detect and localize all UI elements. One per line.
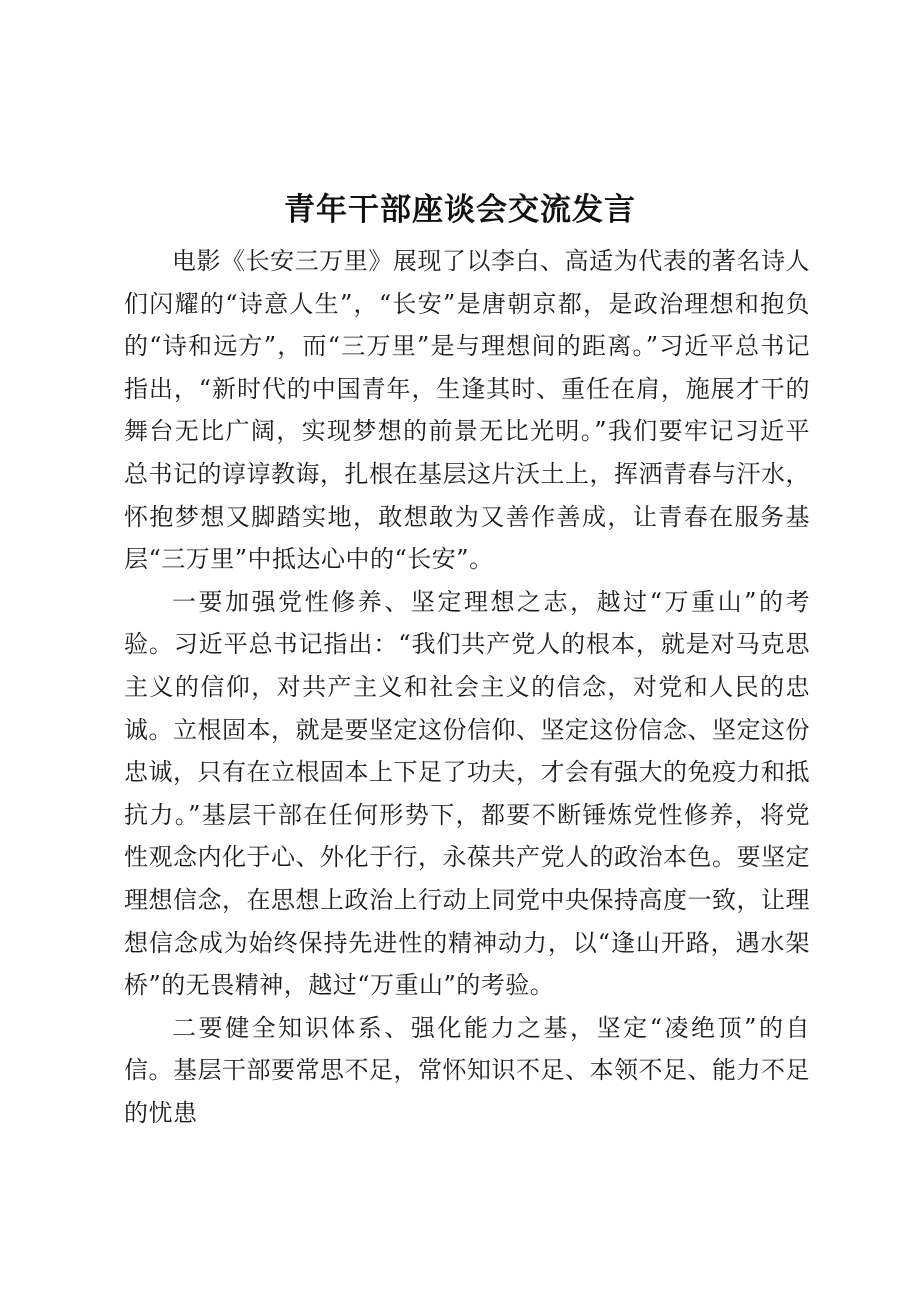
paragraph-point-one: 一要加强党性修养、坚定理想之志，越过“万重山”的考验。习近平总书记指出：“我们共产党人的根本，就是对马克思主义的信仰，对共产主义和社会主义的信念，对党和人民的忠诚。立根固本，就是要坚定这份信仰、坚定这份信念、坚定这份忠诚，只有在立根固本上下足了功夫，才会有强大的免疫力和抵抗力。”基层干部在任何形势下，都要不断锤炼党性修养，将党性观念内化于心、外化于行，永葆共产党人的政治本色。要坚定理想信念，在思想上政治上行动上同党中央保持高度一致，让理想信念成为始终保持先进性的精神动力，以“逢山开路，遇水架桥”的无畏精神，越过“万重山”的考验。	[124, 587, 810, 1000]
paragraph-point-two: 二要健全知识体系、强化能力之基，坚定“凌绝顶”的自信。基层干部要常思不足，常怀知识不足、本领不足、能力不足的忧患	[124, 1013, 810, 1127]
document-title: 青年干部座谈会交流发言	[284, 192, 636, 228]
paragraph-intro: 电影《长安三万里》展现了以李白、高适为代表的著名诗人们闪耀的“诗意人生”，“长安”是唐朝京都，是政治理想和抱负的“诗和远方”，而“三万里”是与理想间的距离。”习近平总书记指出，“新时代的中国青年，生逢其时、重任在肩，施展才干的舞台无比广阔，实现梦想的前景无比光明。”我们要牢记习近平总书记的谆谆教诲，扎根在基层这片沃土上，挥洒青春与汗水，怀抱梦想又脚踏实地，敢想敢为又善作善成，让青春在服务基层“三万里”中抵达心中的“长安”。	[124, 247, 810, 574]
document-body	[124, 240, 810, 1134]
